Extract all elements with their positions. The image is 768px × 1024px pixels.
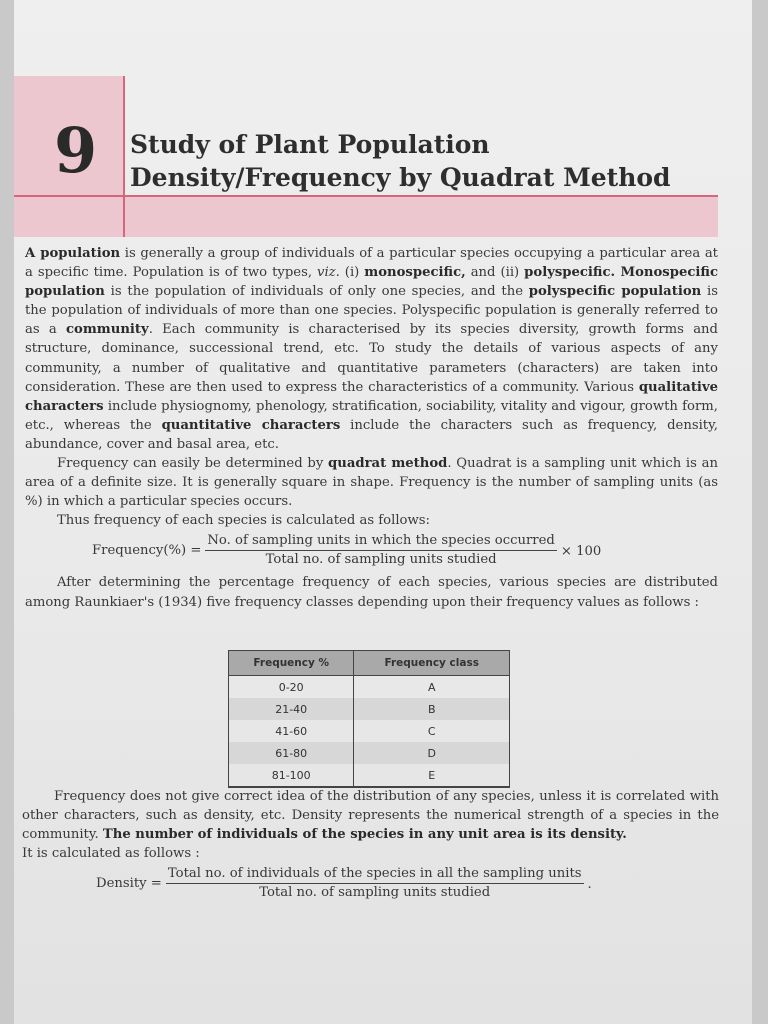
- frequency-formula: [25, 532, 718, 569]
- table-row: [229, 698, 510, 720]
- cell-class: B: [354, 698, 510, 720]
- paragraph-frequency-intro: Thus frequency of each species is calculated as follows:: [57, 513, 430, 529]
- text-run: Frequency can easily be determined by: [57, 456, 329, 472]
- term-qualitative-characters: qualitative characters: [25, 379, 718, 414]
- table-row: [229, 720, 510, 742]
- paragraph-quadrat: [25, 454, 718, 511]
- cell-class: C: [354, 720, 510, 742]
- formula-lhs: Density =: [96, 876, 162, 892]
- term-monospecific-population: Monospecific population: [25, 265, 719, 300]
- term-polyspecific: polyspecific.: [524, 265, 616, 281]
- formula-fraction: [205, 532, 556, 569]
- text-run: (i): [339, 265, 365, 281]
- term-quadrat-method: quadrat method: [328, 456, 448, 472]
- text-run: include the characters such as frequency, density, abundance, cover and basal area, etc.: [25, 417, 718, 452]
- text-run: . Quadrat is a sampling unit which is an area of a definite size. It is generally square in shape. Frequency is the number of sampling units (as %) in which a particular species occurs.: [25, 456, 719, 510]
- cell-class: E: [354, 764, 510, 787]
- cell-class: A: [354, 676, 510, 699]
- intro-text: [25, 244, 718, 612]
- title-underline-band: [124, 196, 718, 237]
- paragraph-raunkiaer: After determining the percentage frequency of each species, various species are distributed among Raunkiaer's (1934) five frequency classes depending upon their frequency values as follows :: [25, 575, 718, 610]
- column-header-frequency: Frequency %: [229, 651, 354, 676]
- term-quantitative-characters: quantitative characters: [161, 417, 341, 433]
- text-run: is generally a group of individuals of a particular species occupying a particular area at a specific time. Population is of two types,: [25, 246, 718, 281]
- chapter-title-line-2: Density/Frequency by Quadrat Method: [130, 163, 671, 192]
- cell-frequency: 81-100: [229, 764, 354, 787]
- text-run: . Each community is characterised by its species diversity, growth forms and structure, dominance, successional trend, etc. To study the details of various aspects of any community, a number of qualitative and quantitative parameters (characters) are taken into consideration. These are then used to express the characteristics of a community. Various: [25, 322, 718, 395]
- cell-frequency: 41-60: [229, 720, 354, 742]
- cell-frequency: 0-20: [229, 676, 354, 699]
- paragraph-population: [25, 244, 718, 454]
- column-header-class: Frequency class: [354, 651, 510, 676]
- table-row: [229, 742, 510, 764]
- density-text: [22, 787, 719, 906]
- cell-frequency: 21-40: [229, 698, 354, 720]
- formula-period: .: [587, 877, 592, 893]
- header-divider-horizontal: [14, 195, 718, 197]
- table-row: [229, 764, 510, 787]
- table-header-row: [229, 651, 510, 676]
- term-population: A population: [25, 246, 121, 261]
- chapter-title: [130, 128, 671, 194]
- formula-lhs: Frequency(%) =: [92, 543, 202, 559]
- text-run: Frequency does not give correct idea of the distribution of any species, unless it is correlated with other characters, such as density, etc. Density represents the numerical strength of a species in the community.: [22, 789, 719, 843]
- formula-denominator: Total no. of sampling units studied: [265, 552, 497, 568]
- text-run: and (ii): [465, 265, 525, 281]
- formula-multiplier: × 100: [560, 544, 602, 560]
- density-formula: [22, 865, 719, 902]
- viz-abbrev: viz.: [317, 265, 340, 281]
- term-community: community: [66, 322, 149, 338]
- cell-class: D: [354, 742, 510, 764]
- header-divider-vertical: [123, 76, 125, 237]
- formula-fraction: [166, 865, 584, 902]
- chapter-title-line-1: Study of Plant Population: [130, 130, 490, 159]
- frequency-class-table: [228, 650, 510, 788]
- text-run: is the population of individuals of more than one species. Polyspecific population is generally referred to as a: [25, 284, 718, 338]
- paragraph-density-calc: It is calculated as follows :: [22, 846, 200, 862]
- formula-numerator: No. of sampling units in which the species occurred: [205, 532, 556, 551]
- text-run: include physiognomy, phenology, stratification, sociability, vitality and vigour, growth form, etc., whereas the: [25, 398, 718, 433]
- formula-denominator: Total no. of sampling units studied: [259, 885, 491, 901]
- formula-numerator: Total no. of individuals of the species in all the sampling units: [166, 865, 584, 884]
- term-polyspecific-population: polyspecific population: [528, 284, 702, 300]
- text-run: is the population of individuals of only one species, and the: [104, 284, 529, 300]
- chapter-number: 9: [54, 114, 98, 187]
- term-monospecific: monospecific,: [364, 265, 466, 281]
- cell-frequency: 61-80: [229, 742, 354, 764]
- paragraph-density: [22, 787, 719, 844]
- table-row: [229, 676, 510, 699]
- density-definition: The number of individuals of the species in any unit area is its density.: [102, 827, 627, 843]
